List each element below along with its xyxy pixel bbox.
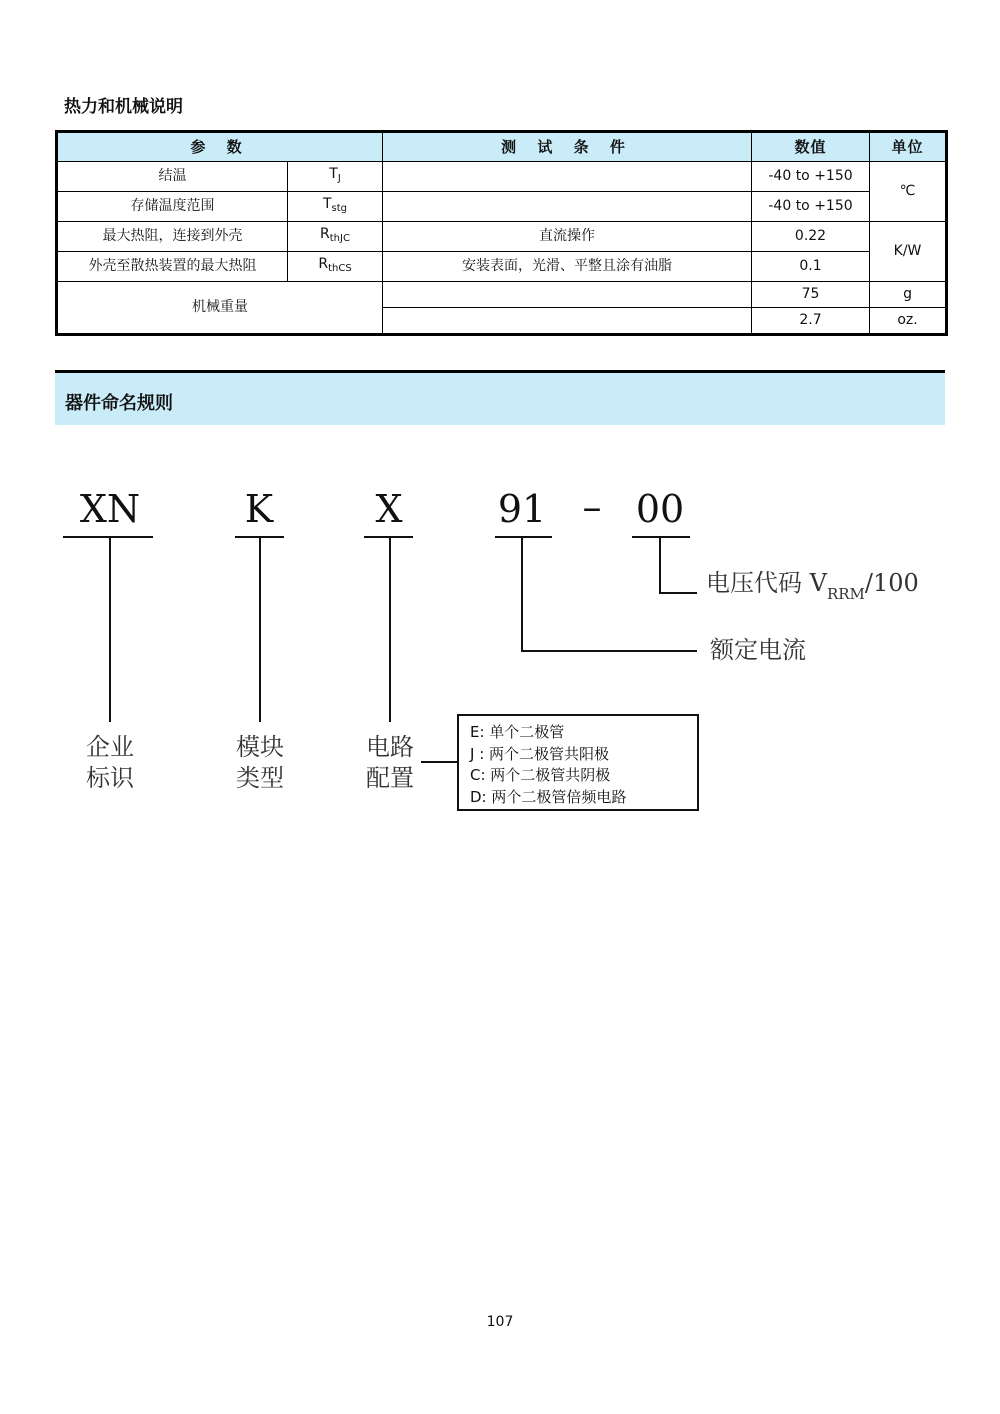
weight-unit-oz: oz. bbox=[870, 308, 947, 335]
param-name: 结温 bbox=[57, 162, 288, 192]
symbol-sub: J bbox=[337, 173, 341, 184]
param-condition bbox=[383, 192, 752, 222]
unit-thermal: K/W bbox=[870, 222, 947, 282]
naming-diagram bbox=[0, 460, 1000, 820]
symbol-main: R bbox=[318, 256, 329, 272]
code-dash: – bbox=[582, 485, 602, 529]
param-symbol bbox=[288, 222, 383, 252]
voltage-code-label: 电压代码 $V_{RRM}/100$ bbox=[706, 569, 919, 603]
code-xn: XN bbox=[79, 487, 141, 531]
naming-rule-banner bbox=[55, 370, 945, 425]
symbol-main: T bbox=[329, 166, 338, 182]
label-module-1: 模块 bbox=[236, 733, 284, 761]
header-unit: 单位 bbox=[870, 132, 947, 162]
weight-condition bbox=[383, 308, 752, 335]
config-option: J : 两个二极管共阳极 bbox=[470, 745, 610, 763]
code-91: 91 bbox=[497, 487, 547, 531]
param-value: -40 to +150 bbox=[752, 162, 870, 192]
thermal-mechanical-table bbox=[55, 130, 948, 336]
symbol-sub: thCS bbox=[328, 263, 352, 274]
unit-temp: ℃ bbox=[870, 162, 947, 222]
code-x: X bbox=[375, 487, 403, 531]
config-option: D: 两个二极管倍频电路 bbox=[470, 788, 627, 806]
header-condition: 测 试 条 件 bbox=[383, 132, 752, 162]
leader-00 bbox=[660, 537, 697, 593]
symbol-sub: stg bbox=[331, 203, 348, 214]
param-name: 最大热阻，连接到外壳 bbox=[57, 222, 288, 252]
param-name: 外壳至散热装置的最大热阻 bbox=[57, 252, 288, 282]
label-company-2: 标识 bbox=[86, 764, 134, 792]
weight-condition bbox=[383, 282, 752, 308]
weight-value-g: 75 bbox=[752, 282, 870, 308]
symbol-main: T bbox=[322, 196, 332, 212]
code-00: 00 bbox=[635, 487, 685, 531]
section-title-thermal: 热力和机械说明 bbox=[64, 97, 183, 117]
param-condition bbox=[383, 162, 752, 192]
param-name: 存储温度范围 bbox=[57, 192, 288, 222]
label-company-1: 企业 bbox=[86, 733, 134, 761]
table-row bbox=[57, 192, 947, 222]
table-row bbox=[57, 252, 947, 282]
table-row bbox=[57, 282, 947, 308]
param-symbol bbox=[288, 252, 383, 282]
rated-current-label: 额定电流 bbox=[710, 636, 806, 664]
param-value: 0.1 bbox=[752, 252, 870, 282]
page-number: 107 bbox=[486, 1314, 514, 1330]
symbol-main: R bbox=[320, 226, 330, 242]
param-value: 0.22 bbox=[752, 222, 870, 252]
header-value: 数值 bbox=[752, 132, 870, 162]
table-row bbox=[57, 222, 947, 252]
config-option: E: 单个二极管 bbox=[470, 723, 565, 741]
param-value: -40 to +150 bbox=[752, 192, 870, 222]
config-option: C: 两个二极管共阴极 bbox=[470, 766, 611, 784]
param-condition: 安装表面，光滑、平整且涂有油脂 bbox=[383, 252, 752, 282]
weight-value-oz: 2.7 bbox=[752, 308, 870, 335]
weight-name: 机械重量 bbox=[57, 282, 383, 335]
code-k: K bbox=[244, 487, 274, 531]
label-circuit-1: 电路 bbox=[366, 733, 414, 761]
symbol-sub: thJC bbox=[329, 233, 350, 244]
table-header-row bbox=[57, 132, 947, 162]
param-condition: 直流操作 bbox=[383, 222, 752, 252]
header-param: 参 数 bbox=[57, 132, 383, 162]
label-circuit-2: 配置 bbox=[366, 764, 414, 792]
section-title-naming: 器件命名规则 bbox=[65, 393, 173, 414]
label-module-2: 类型 bbox=[236, 764, 284, 792]
weight-unit-g: g bbox=[870, 282, 947, 308]
param-symbol bbox=[288, 162, 383, 192]
table-row bbox=[57, 162, 947, 192]
param-symbol bbox=[288, 192, 383, 222]
